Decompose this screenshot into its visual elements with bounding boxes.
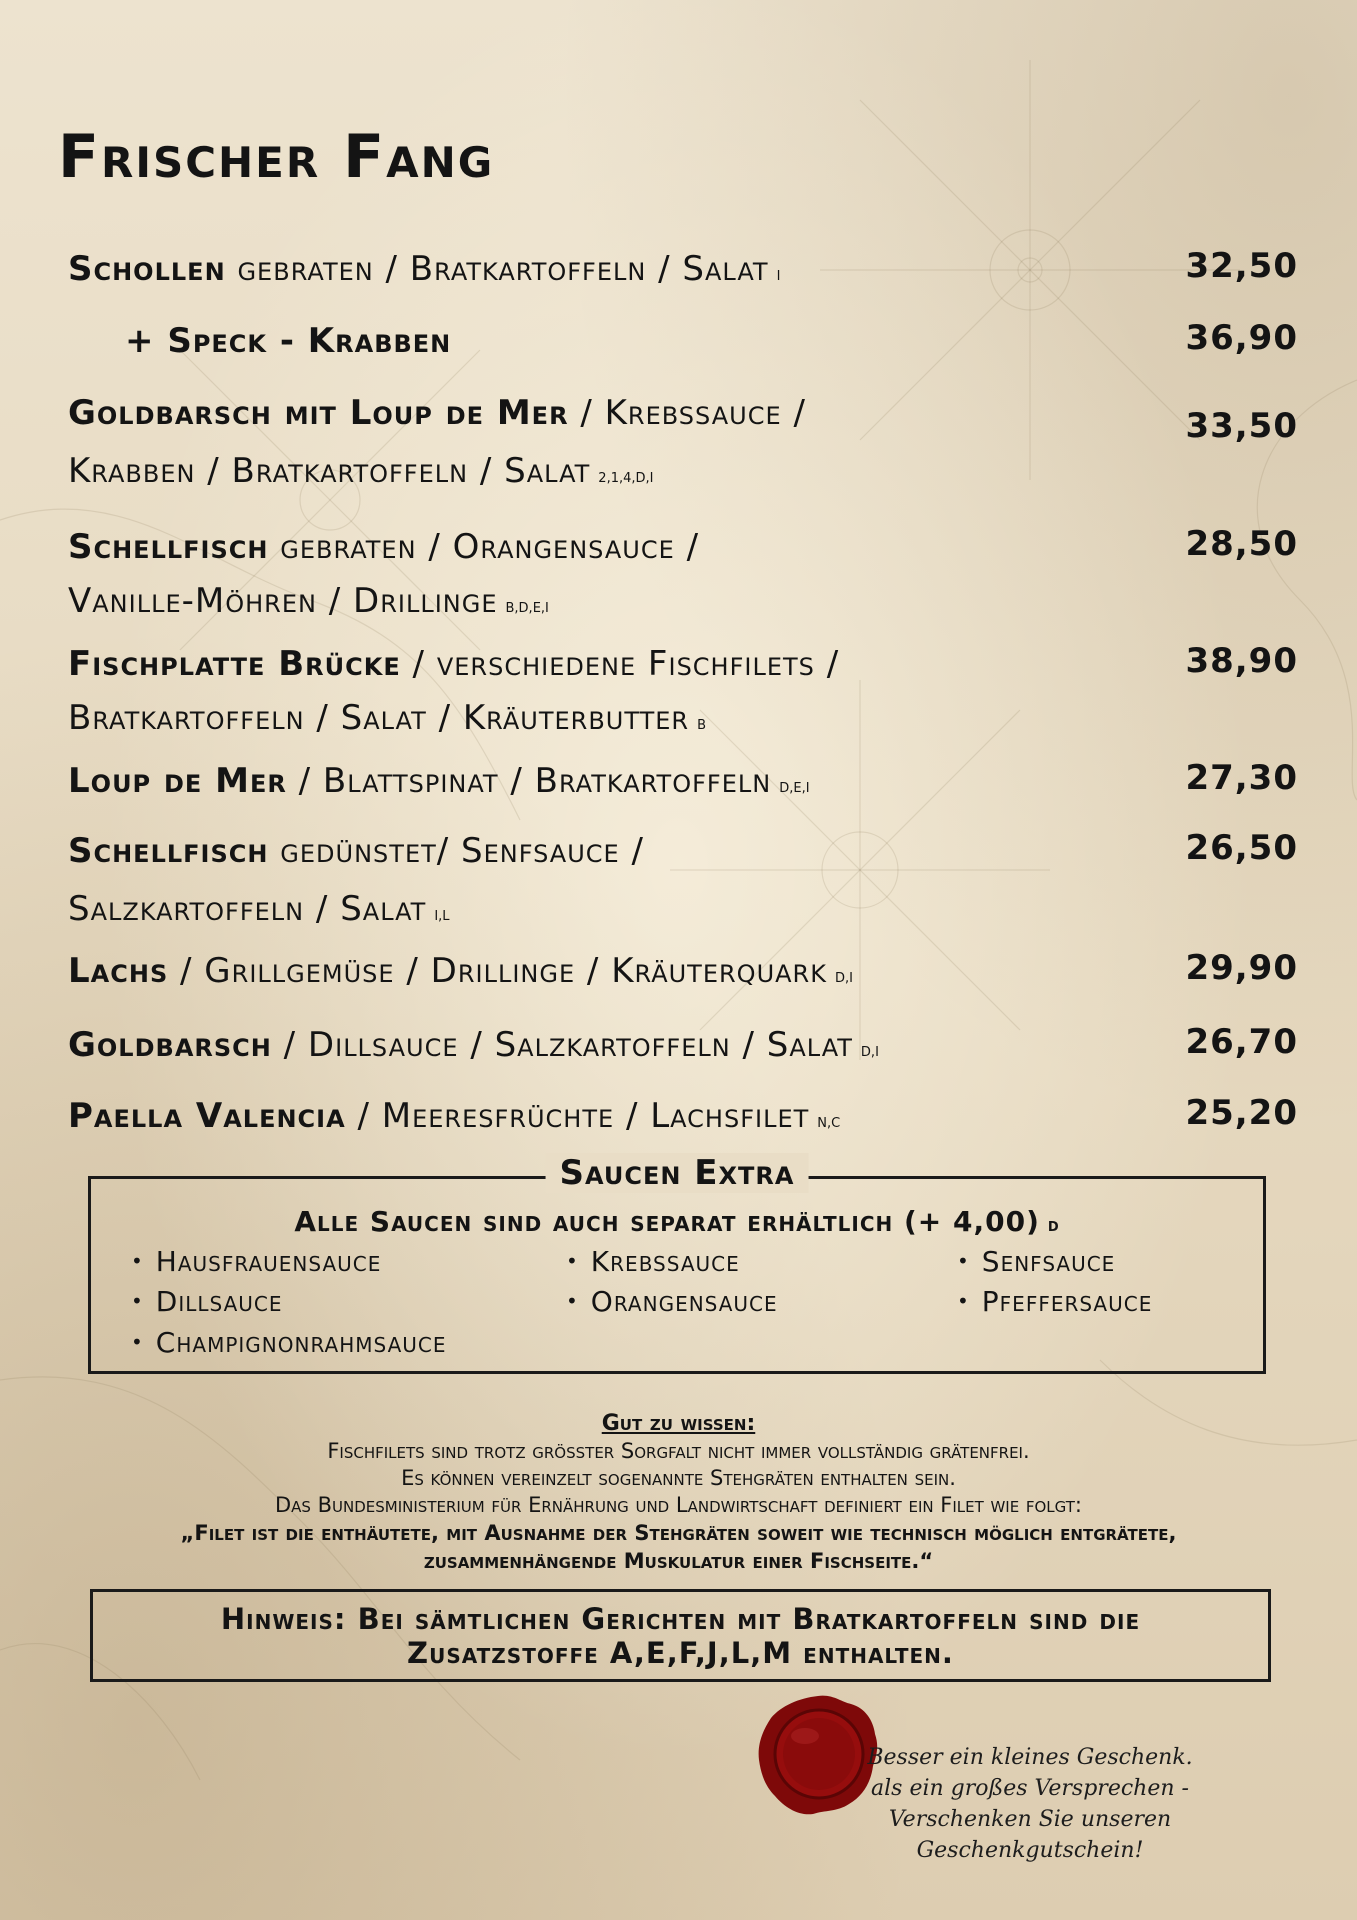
- menu-item: [68, 828, 1298, 940]
- menu-item: [68, 524, 1298, 632]
- item-name: Lachs: [68, 951, 169, 991]
- item-price: 26,70: [1185, 1022, 1298, 1062]
- sauces-subtitle: [91, 1205, 1263, 1238]
- sauce-item: • Krebssauce: [566, 1245, 740, 1278]
- menu-item: [68, 641, 1298, 749]
- item-description: gedünstet/ Senfsauce /: [268, 831, 644, 871]
- item-description: Krabben / Bratkartoffeln / Salat: [68, 451, 591, 491]
- item-price: 32,50: [1185, 246, 1298, 286]
- item-description: Bratkartoffeln / Salat / Kräuterbutter: [68, 698, 690, 738]
- item-name: Schellfisch: [68, 527, 269, 567]
- menu-item: [68, 246, 1298, 300]
- page-title: Frischer Fang: [58, 122, 495, 192]
- item-price: 25,20: [1185, 1093, 1298, 1133]
- allergen-codes: D,E,I: [779, 781, 810, 796]
- sauce-item: • Champignonrahmsauce: [131, 1326, 447, 1359]
- sauce-item: • Pfeffersauce: [957, 1285, 1152, 1318]
- info-line: Das Bundesministerium für Ernährung und Landwirtschaft definiert ein Filet wie folgt:: [275, 1493, 1082, 1517]
- sauce-item: • Dillsauce: [131, 1285, 283, 1318]
- item-description: Salzkartoffeln / Salat: [68, 889, 427, 929]
- item-price: 29,90: [1185, 948, 1298, 988]
- sauce-item: • Hausfrauensauce: [131, 1245, 381, 1278]
- item-description: / Blattspinat / Bratkartoffeln: [286, 761, 772, 801]
- sauces-subtitle-text: Alle Saucen sind auch separat erhältlich (+ 4,00): [294, 1205, 1040, 1238]
- item-price: 38,90: [1185, 641, 1298, 681]
- item-price: 33,50: [1185, 406, 1298, 446]
- item-name: Schollen: [68, 249, 226, 289]
- item-price: 26,50: [1185, 828, 1298, 868]
- item-description: gebraten / Bratkartoffeln / Salat: [225, 249, 769, 289]
- item-price: 27,30: [1185, 758, 1298, 798]
- menu-item: [68, 1093, 1298, 1147]
- item-price: 28,50: [1185, 524, 1298, 564]
- sauces-title: Saucen Extra: [546, 1153, 809, 1193]
- info-line: Es können vereinzelt sogenannte Stehgräten enthalten sein.: [401, 1466, 956, 1490]
- item-name: Fischplatte Brücke: [68, 644, 401, 684]
- item-name: + Speck - Krabben: [125, 321, 452, 361]
- allergen-codes: D: [1047, 1220, 1060, 1235]
- filet-definition: „Filet ist die enthäutete, mit Ausnahme der Stehgräten soweit wie technisch möglich entgrätete,: [180, 1521, 1177, 1545]
- gift-line: als ein großes Versprechen -: [871, 1776, 1189, 1801]
- sauces-box: [88, 1153, 1266, 1374]
- sauce-item: • Orangensauce: [566, 1285, 778, 1318]
- gift-line: Verschenken Sie unseren Geschenkgutschein!: [888, 1807, 1172, 1863]
- menu-item: [68, 390, 1298, 502]
- item-description: / Meeresfrüchte / Lachsfilet: [345, 1096, 810, 1136]
- item-description: / Krebssauce /: [568, 393, 806, 433]
- allergen-codes: 2,1,4,D,I: [598, 471, 654, 486]
- menu-item: [68, 948, 1298, 1002]
- item-name: Goldbarsch: [68, 1025, 272, 1065]
- allergen-codes: B,D,E,I: [505, 601, 549, 616]
- gift-line: Besser ein kleines Geschenk.: [867, 1745, 1193, 1770]
- item-description: gebraten / Orangensauce /: [268, 527, 700, 567]
- hint-line: Zusatzstoffe A,E,F,J,L,M enthalten.: [407, 1636, 954, 1670]
- gift-voucher-note: [800, 1742, 1260, 1866]
- item-description: / verschiedene Fischfilets /: [400, 644, 840, 684]
- filet-definition: zusammenhängende Muskulatur einer Fischseite.“: [423, 1549, 934, 1573]
- allergen-codes: D,I: [860, 1045, 879, 1060]
- item-name: Loup de Mer: [68, 761, 287, 801]
- allergen-codes: I,L: [434, 909, 450, 924]
- hint-box: [90, 1589, 1271, 1682]
- item-price: 36,90: [1185, 318, 1298, 358]
- menu-item: [68, 758, 1298, 812]
- good-to-know-title: Gut zu wissen:: [601, 1411, 756, 1436]
- item-name: Goldbarsch mit Loup de Mer: [68, 393, 569, 433]
- item-name: Schellfisch: [68, 831, 269, 871]
- item-description: / Grillgemüse / Drillinge / Kräuterquark: [168, 951, 827, 991]
- info-line: Fischfilets sind trotz größter Sorgfalt nicht immer vollständig grätenfrei.: [327, 1439, 1030, 1463]
- allergen-codes: I: [776, 269, 781, 284]
- item-name: Paella Valencia: [68, 1096, 346, 1136]
- good-to-know: [0, 1410, 1357, 1575]
- allergen-codes: B: [697, 718, 707, 733]
- allergen-codes: N,C: [817, 1116, 841, 1131]
- menu-item: [125, 318, 1298, 372]
- item-description: / Dillsauce / Salzkartoffeln / Salat: [271, 1025, 853, 1065]
- sauce-item: • Senfsauce: [957, 1245, 1115, 1278]
- item-description: Vanille-Möhren / Drillinge: [68, 581, 498, 621]
- allergen-codes: D,I: [834, 971, 853, 986]
- menu-item: [68, 1022, 1298, 1076]
- hint-line: Hinweis: Bei sämtlichen Gerichten mit Bratkartoffeln sind die: [220, 1602, 1141, 1636]
